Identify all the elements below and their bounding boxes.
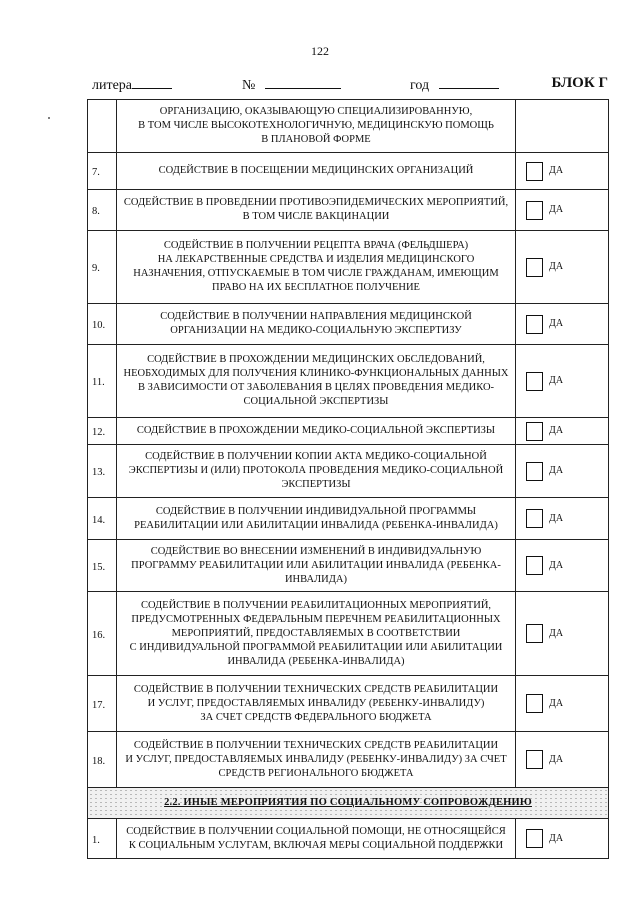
description-line: НЕОБХОДИМЫХ ДЛЯ ПОЛУЧЕНИЯ КЛИНИКО-ФУНКЦИОНАЛЬНЫХ ДАННЫХ [123,368,509,379]
yes-checkbox[interactable] [526,315,543,334]
yes-checkbox[interactable] [526,162,543,181]
table-row [88,592,609,676]
yes-label: ДА [549,832,564,844]
yes-label: ДА [549,753,564,765]
row-description [117,100,516,153]
description-line: СОДЕЙСТВИЕ В ПОЛУЧЕНИИ РЕАБИЛИТАЦИОННЫХ МЕРОПРИЯТИЙ, [140,599,492,611]
answer-cell [516,345,609,418]
answer-cell [516,732,609,788]
row-number: 16. [88,592,117,676]
answer-cell [516,819,609,859]
table-row [88,676,609,732]
description-line: В ПЛАНОВОЙ ФОРМЕ [261,134,371,145]
answer-cell [516,153,609,190]
number-label: № [242,78,256,93]
answer-cell [516,190,609,231]
measures-table [87,99,609,859]
row-description [117,592,516,676]
yes-checkbox[interactable] [526,694,543,713]
description-line: СОДЕЙСТВИЕ В ПРОХОЖДЕНИИ МЕДИЦИНСКИХ ОБСЛЕДОВАНИЙ, [147,354,485,365]
row-description [117,345,516,418]
yes-checkbox[interactable] [526,509,543,528]
table-row [88,418,609,445]
margin-mark [48,117,50,119]
description-line: СРЕДСТВ РЕГИОНАЛЬНОГО БЮДЖЕТА [218,767,414,779]
answer-cell [516,100,609,153]
table-row [88,190,609,231]
description-line: СОДЕЙСТВИЕ В ПОЛУЧЕНИИ КОПИИ АКТА МЕДИКО-СОЦИАЛЬНОЙ [145,451,487,462]
row-description [117,540,516,592]
row-number: 1. [88,819,117,859]
description-line: ИНВАЛИДА (РЕБЕНКА-ИНВАЛИДА) [227,655,405,667]
row-description [117,231,516,304]
description-line: СОДЕЙСТВИЕ В ПОЛУЧЕНИИ ТЕХНИЧЕСКИХ СРЕДСТВ РЕАБИЛИТАЦИИ [133,739,499,751]
description-line: ПРАВО НА ИХ БЕСПЛАТНОЕ ПОЛУЧЕНИЕ [212,282,420,293]
description-line: СОДЕЙСТВИЕ В ПОЛУЧЕНИИ ТЕХНИЧЕСКИХ СРЕДСТВ РЕАБИЛИТАЦИИ [133,683,499,695]
litera-blank[interactable] [132,76,172,89]
description-line: СОДЕЙСТВИЕ В ПОЛУЧЕНИИ СОЦИАЛЬНОЙ ПОМОЩИ, НЕ ОТНОСЯЩЕЙСЯ [126,825,506,837]
row-number: 13. [88,445,117,498]
row-number: 9. [88,231,117,304]
description-line: С ИНДИВИДУАЛЬНОЙ ПРОГРАММОЙ РЕАБИЛИТАЦИИ ИЛИ АБИЛИТАЦИИ [129,641,503,653]
page-number: 122 [311,44,329,58]
row-number: 18. [88,732,117,788]
yes-checkbox[interactable] [526,372,543,391]
form-header [92,76,608,98]
yes-label: ДА [549,697,564,709]
yes-checkbox[interactable] [526,556,543,575]
number-field [242,76,341,94]
row-number: 14. [88,498,117,540]
section-header-cell [88,788,609,819]
row-description [117,445,516,498]
description-line: НА ЛЕКАРСТВЕННЫЕ СРЕДСТВА И ИЗДЕЛИЯ МЕДИЦИНСКОГО [157,254,475,265]
litera-label: литера [92,78,133,93]
description-line: ИНВАЛИДА) [284,573,348,585]
description-line: СОДЕЙСТВИЕ В ПРОХОЖДЕНИИ МЕДИКО-СОЦИАЛЬНОЙ ЭКСПЕРТИЗЫ [136,425,496,436]
row-number: 10. [88,304,117,345]
description-line: СОДЕЙСТВИЕ ВО ВНЕСЕНИИ ИЗМЕНЕНИЙ В ИНДИВИДУАЛЬНУЮ [150,545,482,557]
description-line: ОРГАНИЗАЦИЮ, ОКАЗЫВАЮЩУЮ СПЕЦИАЛИЗИРОВАННУЮ, [159,106,473,117]
yes-label: ДА [549,165,564,176]
description-line: ЭКСПЕРТИЗЫ И (ИЛИ) ПРОТОКОЛА ПРОВЕДЕНИЯ МЕДИКО-СОЦИАЛЬНОЙ [128,465,504,476]
row-number: 17. [88,676,117,732]
yes-checkbox[interactable] [526,829,543,848]
description-line: СОДЕЙСТВИЕ В ПОСЕЩЕНИИ МЕДИЦИНСКИХ ОРГАНИЗАЦИЙ [158,165,474,176]
description-line: В ТОМ ЧИСЛЕ ВАКЦИНАЦИИ [242,211,390,222]
row-description [117,304,516,345]
yes-label: ДА [549,425,564,436]
yes-label: ДА [549,318,564,329]
answer-cell [516,445,609,498]
description-line: ПРЕДУСМОТРЕННЫХ ФЕДЕРАЛЬНЫМ ПЕРЕЧНЕМ РЕАБИЛИТАЦИОННЫХ [131,613,501,625]
table-row [88,540,609,592]
table-row [88,732,609,788]
yes-checkbox[interactable] [526,624,543,643]
description-line: СОДЕЙСТВИЕ В ПОЛУЧЕНИИ РЕЦЕПТА ВРАЧА (ФЕЛЬДШЕРА) [163,240,469,251]
table-body [88,100,609,859]
yes-label: ДА [549,512,564,524]
table-row [88,100,609,153]
row-description [117,418,516,445]
description-line: И УСЛУГ, ПРЕДОСТАВЛЯЕМЫХ ИНВАЛИДУ (РЕБЕНКУ-ИНВАЛИДУ) ЗА СЧЕТ [125,753,507,765]
yes-label: ДА [549,627,564,639]
litera-field [92,76,172,94]
description-line: И УСЛУГ, ПРЕДОСТАВЛЯЕМЫХ ИНВАЛИДУ (РЕБЕНКУ-ИНВАЛИДУ) [147,697,485,709]
description-line: НАЗНАЧЕНИЯ, ОТПУСКАЕМЫЕ В ТОМ ЧИСЛЕ ГРАЖДАНАМ, ИМЕЮЩИМ [133,268,499,279]
description-line: СОДЕЙСТВИЕ В ПРОВЕДЕНИИ ПРОТИВОЭПИДЕМИЧЕСКИХ МЕРОПРИЯТИЙ, [123,197,509,208]
row-number [88,100,117,153]
row-description [117,498,516,540]
description-line: СОДЕЙСТВИЕ В ПОЛУЧЕНИИ НАПРАВЛЕНИЯ МЕДИЦИНСКОЙ [160,311,472,322]
yes-checkbox[interactable] [526,201,543,220]
section-title: 2.2. ИНЫЕ МЕРОПРИЯТИЯ ПО СОЦИАЛЬНОМУ СОПРОВОЖДЕНИЮ [164,797,532,808]
row-number: 7. [88,153,117,190]
table-row [88,345,609,418]
description-line: СОЦИАЛЬНОЙ ЭКСПЕРТИЗЫ [243,396,389,407]
row-number: 11. [88,345,117,418]
answer-cell [516,418,609,445]
yes-label: ДА [549,261,564,272]
table-row [88,498,609,540]
description-line: В ТОМ ЧИСЛЕ ВЫСОКОТЕХНОЛОГИЧНУЮ, МЕДИЦИНСКУЮ ПОМОЩЬ [138,120,494,131]
row-number: 15. [88,540,117,592]
answer-cell [516,676,609,732]
description-line: ЗА СЧЕТ СРЕДСТВ ФЕДЕРАЛЬНОГО БЮДЖЕТА [200,711,432,723]
answer-cell [516,498,609,540]
table-row [88,445,609,498]
answer-cell [516,592,609,676]
table-row [88,231,609,304]
yes-label: ДА [549,204,564,215]
description-line: МЕРОПРИЯТИЙ, ПРЕДОСТАВЛЯЕМЫХ В СООТВЕТСТВИИ [171,627,461,639]
description-line: К СОЦИАЛЬНЫМ УСЛУГАМ, ВКЛЮЧАЯ МЕРЫ СОЦИАЛЬНОЙ ПОДДЕРЖКИ [128,839,504,851]
yes-checkbox[interactable] [526,750,543,769]
yes-checkbox[interactable] [526,422,543,441]
row-description [117,190,516,231]
section-header-row [88,788,609,819]
description-line: ПРОГРАММУ РЕАБИЛИТАЦИИ ИЛИ АБИЛИТАЦИИ ИНВАЛИДА (РЕБЕНКА- [131,559,501,571]
answer-cell [516,304,609,345]
row-description [117,676,516,732]
block-label: БЛОК Г [551,75,608,91]
description-line: В ЗАВИСИМОСТИ ОТ ЗАБОЛЕВАНИЯ В ЦЕЛЯХ ПРОВЕДЕНИЯ МЕДИКО- [137,382,495,393]
table-row [88,304,609,345]
year-blank[interactable] [439,76,499,89]
year-label: год [410,78,430,93]
row-description [117,819,516,859]
yes-checkbox[interactable] [526,258,543,277]
number-blank[interactable] [265,76,341,89]
table-row [88,819,609,859]
yes-label: ДА [549,465,564,476]
yes-label: ДА [549,375,564,386]
row-description [117,732,516,788]
table-row [88,153,609,190]
description-line: СОДЕЙСТВИЕ В ПОЛУЧЕНИИ ИНДИВИДУАЛЬНОЙ ПРОГРАММЫ [155,505,477,517]
description-line: РЕАБИЛИТАЦИИ ИЛИ АБИЛИТАЦИИ ИНВАЛИДА (РЕБЕНКА-ИНВАЛИДА) [134,519,498,531]
row-number: 8. [88,190,117,231]
description-line: ЭКСПЕРТИЗЫ [281,479,351,490]
answer-cell [516,540,609,592]
year-field [410,76,499,94]
yes-label: ДА [549,559,564,571]
description-line: ОРГАНИЗАЦИИ НА МЕДИКО-СОЦИАЛЬНУЮ ЭКСПЕРТИЗУ [170,325,462,336]
row-description [117,153,516,190]
yes-checkbox[interactable] [526,462,543,481]
answer-cell [516,231,609,304]
row-number: 12. [88,418,117,445]
